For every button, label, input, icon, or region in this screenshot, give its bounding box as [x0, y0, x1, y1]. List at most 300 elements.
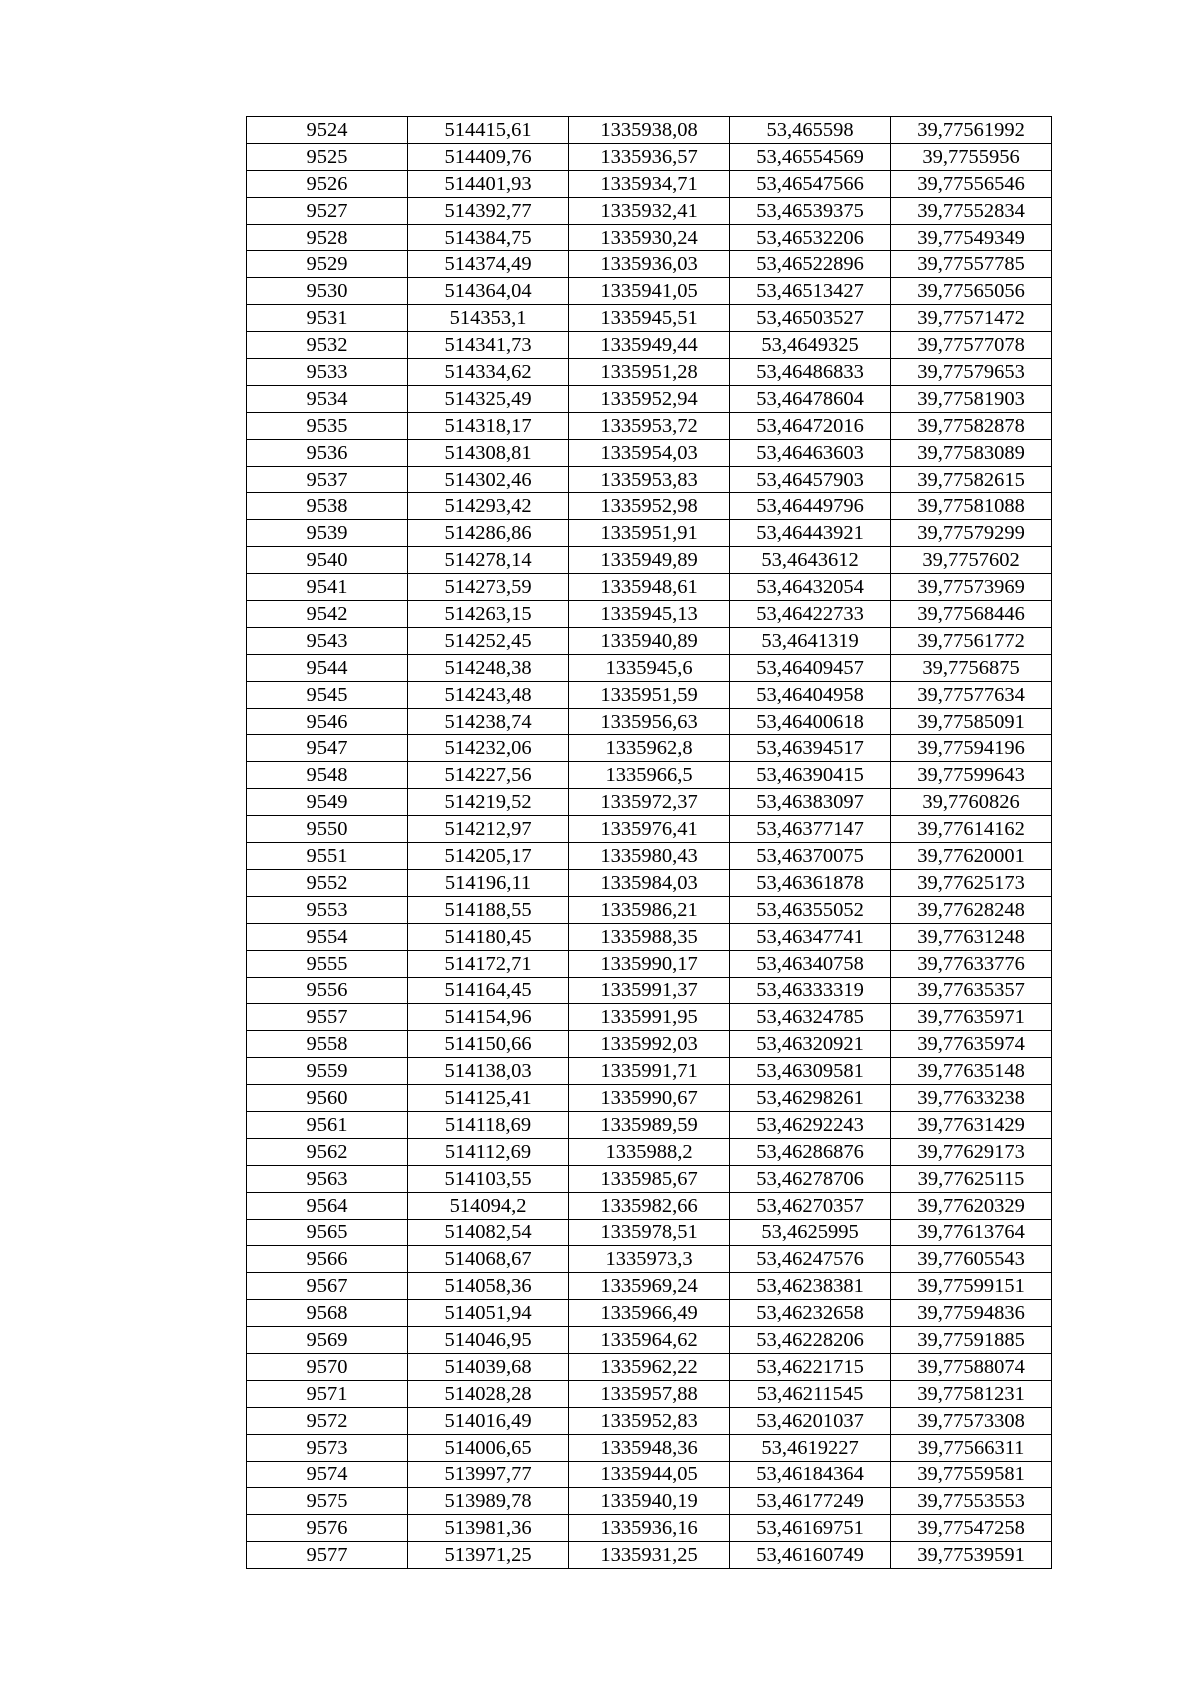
- table-row: [247, 1192, 1052, 1219]
- latitude-cell: 53,46463603: [730, 439, 891, 466]
- coordinates-table-body: [247, 117, 1052, 1569]
- latitude-cell: 53,46340758: [730, 950, 891, 977]
- longitude-cell: 39,77568446: [891, 601, 1052, 628]
- x-coordinate-cell: 514154,96: [408, 1004, 569, 1031]
- x-coordinate-cell: 514384,75: [408, 224, 569, 251]
- x-coordinate-cell: 514094,2: [408, 1192, 569, 1219]
- latitude-cell: 53,4649325: [730, 332, 891, 359]
- table-row: [247, 762, 1052, 789]
- point-number-cell: 9536: [247, 439, 408, 466]
- point-number-cell: 9566: [247, 1246, 408, 1273]
- y-coordinate-cell: 1335973,3: [569, 1246, 730, 1273]
- latitude-cell: 53,46247576: [730, 1246, 891, 1273]
- table-row: [247, 654, 1052, 681]
- y-coordinate-cell: 1335930,24: [569, 224, 730, 251]
- y-coordinate-cell: 1335976,41: [569, 816, 730, 843]
- table-row: [247, 1353, 1052, 1380]
- longitude-cell: 39,77594196: [891, 735, 1052, 762]
- x-coordinate-cell: 514409,76: [408, 143, 569, 170]
- table-row: [247, 1434, 1052, 1461]
- y-coordinate-cell: 1335956,63: [569, 708, 730, 735]
- latitude-cell: 53,46370075: [730, 843, 891, 870]
- x-coordinate-cell: 514263,15: [408, 601, 569, 628]
- latitude-cell: 53,46160749: [730, 1542, 891, 1569]
- longitude-cell: 39,77579299: [891, 520, 1052, 547]
- longitude-cell: 39,7760826: [891, 789, 1052, 816]
- x-coordinate-cell: 514039,68: [408, 1353, 569, 1380]
- longitude-cell: 39,77631429: [891, 1111, 1052, 1138]
- table-row: [247, 466, 1052, 493]
- table-row: [247, 1488, 1052, 1515]
- y-coordinate-cell: 1335980,43: [569, 843, 730, 870]
- longitude-cell: 39,77635357: [891, 977, 1052, 1004]
- y-coordinate-cell: 1335966,49: [569, 1300, 730, 1327]
- x-coordinate-cell: 514401,93: [408, 170, 569, 197]
- table-row: [247, 278, 1052, 305]
- point-number-cell: 9558: [247, 1031, 408, 1058]
- longitude-cell: 39,77631248: [891, 923, 1052, 950]
- y-coordinate-cell: 1335978,51: [569, 1219, 730, 1246]
- point-number-cell: 9540: [247, 547, 408, 574]
- y-coordinate-cell: 1335972,37: [569, 789, 730, 816]
- x-coordinate-cell: 514248,38: [408, 654, 569, 681]
- latitude-cell: 53,46472016: [730, 412, 891, 439]
- longitude-cell: 39,77577078: [891, 332, 1052, 359]
- longitude-cell: 39,77599151: [891, 1273, 1052, 1300]
- table-row: [247, 1004, 1052, 1031]
- x-coordinate-cell: 514278,14: [408, 547, 569, 574]
- table-row: [247, 197, 1052, 224]
- point-number-cell: 9560: [247, 1085, 408, 1112]
- latitude-cell: 53,46333319: [730, 977, 891, 1004]
- latitude-cell: 53,46547566: [730, 170, 891, 197]
- x-coordinate-cell: 514286,86: [408, 520, 569, 547]
- table-row: [247, 1515, 1052, 1542]
- latitude-cell: 53,46539375: [730, 197, 891, 224]
- x-coordinate-cell: 514112,69: [408, 1138, 569, 1165]
- point-number-cell: 9524: [247, 117, 408, 144]
- x-coordinate-cell: 514415,61: [408, 117, 569, 144]
- latitude-cell: 53,46443921: [730, 520, 891, 547]
- y-coordinate-cell: 1335962,8: [569, 735, 730, 762]
- latitude-cell: 53,46400618: [730, 708, 891, 735]
- point-number-cell: 9538: [247, 493, 408, 520]
- point-number-cell: 9528: [247, 224, 408, 251]
- latitude-cell: 53,46532206: [730, 224, 891, 251]
- point-number-cell: 9573: [247, 1434, 408, 1461]
- longitude-cell: 39,7755956: [891, 143, 1052, 170]
- point-number-cell: 9576: [247, 1515, 408, 1542]
- point-number-cell: 9561: [247, 1111, 408, 1138]
- latitude-cell: 53,46478604: [730, 385, 891, 412]
- longitude-cell: 39,7757602: [891, 547, 1052, 574]
- y-coordinate-cell: 1335949,44: [569, 332, 730, 359]
- y-coordinate-cell: 1335951,28: [569, 359, 730, 386]
- point-number-cell: 9551: [247, 843, 408, 870]
- x-coordinate-cell: 514172,71: [408, 950, 569, 977]
- point-number-cell: 9527: [247, 197, 408, 224]
- point-number-cell: 9572: [247, 1407, 408, 1434]
- latitude-cell: 53,46449796: [730, 493, 891, 520]
- longitude-cell: 39,77556546: [891, 170, 1052, 197]
- table-row: [247, 1058, 1052, 1085]
- table-row: [247, 1031, 1052, 1058]
- y-coordinate-cell: 1335940,19: [569, 1488, 730, 1515]
- point-number-cell: 9542: [247, 601, 408, 628]
- table-row: [247, 493, 1052, 520]
- y-coordinate-cell: 1335962,22: [569, 1353, 730, 1380]
- x-coordinate-cell: 514353,1: [408, 305, 569, 332]
- x-coordinate-cell: 514028,28: [408, 1380, 569, 1407]
- latitude-cell: 53,46201037: [730, 1407, 891, 1434]
- table-row: [247, 439, 1052, 466]
- latitude-cell: 53,46486833: [730, 359, 891, 386]
- latitude-cell: 53,46457903: [730, 466, 891, 493]
- longitude-cell: 39,77588074: [891, 1353, 1052, 1380]
- point-number-cell: 9565: [247, 1219, 408, 1246]
- table-row: [247, 224, 1052, 251]
- point-number-cell: 9557: [247, 1004, 408, 1031]
- longitude-cell: 39,77552834: [891, 197, 1052, 224]
- table-row: [247, 708, 1052, 735]
- y-coordinate-cell: 1335966,5: [569, 762, 730, 789]
- table-row: [247, 843, 1052, 870]
- x-coordinate-cell: 514374,49: [408, 251, 569, 278]
- x-coordinate-cell: 514016,49: [408, 1407, 569, 1434]
- longitude-cell: 39,77559581: [891, 1461, 1052, 1488]
- table-row: [247, 896, 1052, 923]
- table-row: [247, 305, 1052, 332]
- longitude-cell: 39,77625173: [891, 869, 1052, 896]
- point-number-cell: 9534: [247, 385, 408, 412]
- point-number-cell: 9548: [247, 762, 408, 789]
- longitude-cell: 39,77629173: [891, 1138, 1052, 1165]
- y-coordinate-cell: 1335988,2: [569, 1138, 730, 1165]
- table-row: [247, 601, 1052, 628]
- y-coordinate-cell: 1335953,83: [569, 466, 730, 493]
- x-coordinate-cell: 514238,74: [408, 708, 569, 735]
- x-coordinate-cell: 514302,46: [408, 466, 569, 493]
- y-coordinate-cell: 1335952,83: [569, 1407, 730, 1434]
- x-coordinate-cell: 514180,45: [408, 923, 569, 950]
- x-coordinate-cell: 514150,66: [408, 1031, 569, 1058]
- longitude-cell: 39,77582878: [891, 412, 1052, 439]
- longitude-cell: 39,77635971: [891, 1004, 1052, 1031]
- longitude-cell: 39,77614162: [891, 816, 1052, 843]
- point-number-cell: 9544: [247, 654, 408, 681]
- longitude-cell: 39,77594836: [891, 1300, 1052, 1327]
- x-coordinate-cell: 514196,11: [408, 869, 569, 896]
- latitude-cell: 53,46554569: [730, 143, 891, 170]
- x-coordinate-cell: 514341,73: [408, 332, 569, 359]
- y-coordinate-cell: 1335991,37: [569, 977, 730, 1004]
- y-coordinate-cell: 1335936,57: [569, 143, 730, 170]
- y-coordinate-cell: 1335991,71: [569, 1058, 730, 1085]
- x-coordinate-cell: 513981,36: [408, 1515, 569, 1542]
- point-number-cell: 9526: [247, 170, 408, 197]
- longitude-cell: 39,77571472: [891, 305, 1052, 332]
- x-coordinate-cell: 514068,67: [408, 1246, 569, 1273]
- x-coordinate-cell: 514334,62: [408, 359, 569, 386]
- longitude-cell: 39,77549349: [891, 224, 1052, 251]
- point-number-cell: 9543: [247, 627, 408, 654]
- point-number-cell: 9553: [247, 896, 408, 923]
- latitude-cell: 53,46432054: [730, 574, 891, 601]
- latitude-cell: 53,46503527: [730, 305, 891, 332]
- table-row: [247, 923, 1052, 950]
- table-row: [247, 816, 1052, 843]
- x-coordinate-cell: 514212,97: [408, 816, 569, 843]
- point-number-cell: 9539: [247, 520, 408, 547]
- y-coordinate-cell: 1335984,03: [569, 869, 730, 896]
- x-coordinate-cell: 514006,65: [408, 1434, 569, 1461]
- table-row: [247, 1085, 1052, 1112]
- latitude-cell: 53,46513427: [730, 278, 891, 305]
- table-row: [247, 1165, 1052, 1192]
- point-number-cell: 9570: [247, 1353, 408, 1380]
- y-coordinate-cell: 1335986,21: [569, 896, 730, 923]
- y-coordinate-cell: 1335936,03: [569, 251, 730, 278]
- longitude-cell: 39,77633776: [891, 950, 1052, 977]
- y-coordinate-cell: 1335989,59: [569, 1111, 730, 1138]
- longitude-cell: 39,77599643: [891, 762, 1052, 789]
- x-coordinate-cell: 514188,55: [408, 896, 569, 923]
- latitude-cell: 53,46270357: [730, 1192, 891, 1219]
- point-number-cell: 9537: [247, 466, 408, 493]
- latitude-cell: 53,46361878: [730, 869, 891, 896]
- latitude-cell: 53,46309581: [730, 1058, 891, 1085]
- y-coordinate-cell: 1335944,05: [569, 1461, 730, 1488]
- latitude-cell: 53,46377147: [730, 816, 891, 843]
- latitude-cell: 53,46324785: [730, 1004, 891, 1031]
- longitude-cell: 39,77547258: [891, 1515, 1052, 1542]
- point-number-cell: 9568: [247, 1300, 408, 1327]
- y-coordinate-cell: 1335988,35: [569, 923, 730, 950]
- x-coordinate-cell: 514219,52: [408, 789, 569, 816]
- latitude-cell: 53,46298261: [730, 1085, 891, 1112]
- table-row: [247, 977, 1052, 1004]
- table-row: [247, 547, 1052, 574]
- y-coordinate-cell: 1335932,41: [569, 197, 730, 224]
- longitude-cell: 39,77582615: [891, 466, 1052, 493]
- x-coordinate-cell: 514318,17: [408, 412, 569, 439]
- table-row: [247, 1461, 1052, 1488]
- latitude-cell: 53,46347741: [730, 923, 891, 950]
- x-coordinate-cell: 514392,77: [408, 197, 569, 224]
- x-coordinate-cell: 514125,41: [408, 1085, 569, 1112]
- latitude-cell: 53,4643612: [730, 547, 891, 574]
- longitude-cell: 39,77581231: [891, 1380, 1052, 1407]
- table-row: [247, 359, 1052, 386]
- longitude-cell: 39,77566311: [891, 1434, 1052, 1461]
- y-coordinate-cell: 1335945,51: [569, 305, 730, 332]
- longitude-cell: 39,77581903: [891, 385, 1052, 412]
- y-coordinate-cell: 1335964,62: [569, 1327, 730, 1354]
- x-coordinate-cell: 513997,77: [408, 1461, 569, 1488]
- table-row: [247, 170, 1052, 197]
- latitude-cell: 53,46184364: [730, 1461, 891, 1488]
- table-row: [247, 1542, 1052, 1569]
- table-row: [247, 385, 1052, 412]
- y-coordinate-cell: 1335957,88: [569, 1380, 730, 1407]
- point-number-cell: 9531: [247, 305, 408, 332]
- y-coordinate-cell: 1335949,89: [569, 547, 730, 574]
- y-coordinate-cell: 1335951,59: [569, 681, 730, 708]
- longitude-cell: 39,77539591: [891, 1542, 1052, 1569]
- point-number-cell: 9564: [247, 1192, 408, 1219]
- point-number-cell: 9532: [247, 332, 408, 359]
- table-row: [247, 681, 1052, 708]
- x-coordinate-cell: 514138,03: [408, 1058, 569, 1085]
- x-coordinate-cell: 514058,36: [408, 1273, 569, 1300]
- latitude-cell: 53,4625995: [730, 1219, 891, 1246]
- y-coordinate-cell: 1335948,61: [569, 574, 730, 601]
- y-coordinate-cell: 1335945,13: [569, 601, 730, 628]
- table-row: [247, 869, 1052, 896]
- point-number-cell: 9562: [247, 1138, 408, 1165]
- point-number-cell: 9563: [247, 1165, 408, 1192]
- latitude-cell: 53,46169751: [730, 1515, 891, 1542]
- point-number-cell: 9571: [247, 1380, 408, 1407]
- point-number-cell: 9541: [247, 574, 408, 601]
- x-coordinate-cell: 514205,17: [408, 843, 569, 870]
- table-row: [247, 627, 1052, 654]
- latitude-cell: 53,46355052: [730, 896, 891, 923]
- point-number-cell: 9569: [247, 1327, 408, 1354]
- longitude-cell: 39,77579653: [891, 359, 1052, 386]
- latitude-cell: 53,465598: [730, 117, 891, 144]
- longitude-cell: 39,77628248: [891, 896, 1052, 923]
- latitude-cell: 53,46177249: [730, 1488, 891, 1515]
- point-number-cell: 9555: [247, 950, 408, 977]
- coordinates-table: [246, 116, 1052, 1569]
- point-number-cell: 9529: [247, 251, 408, 278]
- longitude-cell: 39,77581088: [891, 493, 1052, 520]
- longitude-cell: 39,77633238: [891, 1085, 1052, 1112]
- latitude-cell: 53,46286876: [730, 1138, 891, 1165]
- point-number-cell: 9574: [247, 1461, 408, 1488]
- y-coordinate-cell: 1335990,67: [569, 1085, 730, 1112]
- y-coordinate-cell: 1335936,16: [569, 1515, 730, 1542]
- latitude-cell: 53,46422733: [730, 601, 891, 628]
- table-row: [247, 520, 1052, 547]
- table-row: [247, 789, 1052, 816]
- y-coordinate-cell: 1335991,95: [569, 1004, 730, 1031]
- point-number-cell: 9545: [247, 681, 408, 708]
- y-coordinate-cell: 1335992,03: [569, 1031, 730, 1058]
- x-coordinate-cell: 514051,94: [408, 1300, 569, 1327]
- longitude-cell: 39,77565056: [891, 278, 1052, 305]
- point-number-cell: 9535: [247, 412, 408, 439]
- point-number-cell: 9567: [247, 1273, 408, 1300]
- table-row: [247, 735, 1052, 762]
- table-row: [247, 1407, 1052, 1434]
- point-number-cell: 9547: [247, 735, 408, 762]
- latitude-cell: 53,46238381: [730, 1273, 891, 1300]
- longitude-cell: 39,7756875: [891, 654, 1052, 681]
- latitude-cell: 53,46409457: [730, 654, 891, 681]
- longitude-cell: 39,77561992: [891, 117, 1052, 144]
- point-number-cell: 9552: [247, 869, 408, 896]
- point-number-cell: 9549: [247, 789, 408, 816]
- point-number-cell: 9533: [247, 359, 408, 386]
- latitude-cell: 53,46228206: [730, 1327, 891, 1354]
- latitude-cell: 53,46221715: [730, 1353, 891, 1380]
- longitude-cell: 39,77605543: [891, 1246, 1052, 1273]
- longitude-cell: 39,77577634: [891, 681, 1052, 708]
- x-coordinate-cell: 514046,95: [408, 1327, 569, 1354]
- x-coordinate-cell: 514243,48: [408, 681, 569, 708]
- y-coordinate-cell: 1335982,66: [569, 1192, 730, 1219]
- table-row: [247, 1219, 1052, 1246]
- table-row: [247, 1246, 1052, 1273]
- point-number-cell: 9554: [247, 923, 408, 950]
- x-coordinate-cell: 514118,69: [408, 1111, 569, 1138]
- x-coordinate-cell: 514227,56: [408, 762, 569, 789]
- latitude-cell: 53,46211545: [730, 1380, 891, 1407]
- y-coordinate-cell: 1335990,17: [569, 950, 730, 977]
- point-number-cell: 9559: [247, 1058, 408, 1085]
- latitude-cell: 53,4641319: [730, 627, 891, 654]
- longitude-cell: 39,77625115: [891, 1165, 1052, 1192]
- table-row: [247, 1111, 1052, 1138]
- point-number-cell: 9556: [247, 977, 408, 1004]
- y-coordinate-cell: 1335938,08: [569, 117, 730, 144]
- table-row: [247, 950, 1052, 977]
- y-coordinate-cell: 1335940,89: [569, 627, 730, 654]
- y-coordinate-cell: 1335941,05: [569, 278, 730, 305]
- x-coordinate-cell: 514273,59: [408, 574, 569, 601]
- latitude-cell: 53,46232658: [730, 1300, 891, 1327]
- y-coordinate-cell: 1335948,36: [569, 1434, 730, 1461]
- latitude-cell: 53,46404958: [730, 681, 891, 708]
- x-coordinate-cell: 514164,45: [408, 977, 569, 1004]
- y-coordinate-cell: 1335952,94: [569, 385, 730, 412]
- table-row: [247, 1273, 1052, 1300]
- latitude-cell: 53,46390415: [730, 762, 891, 789]
- latitude-cell: 53,46383097: [730, 789, 891, 816]
- longitude-cell: 39,77591885: [891, 1327, 1052, 1354]
- y-coordinate-cell: 1335952,98: [569, 493, 730, 520]
- longitude-cell: 39,77561772: [891, 627, 1052, 654]
- point-number-cell: 9525: [247, 143, 408, 170]
- x-coordinate-cell: 513971,25: [408, 1542, 569, 1569]
- y-coordinate-cell: 1335945,6: [569, 654, 730, 681]
- latitude-cell: 53,46292243: [730, 1111, 891, 1138]
- point-number-cell: 9575: [247, 1488, 408, 1515]
- longitude-cell: 39,77553553: [891, 1488, 1052, 1515]
- x-coordinate-cell: 513989,78: [408, 1488, 569, 1515]
- x-coordinate-cell: 514232,06: [408, 735, 569, 762]
- longitude-cell: 39,77635974: [891, 1031, 1052, 1058]
- latitude-cell: 53,46320921: [730, 1031, 891, 1058]
- x-coordinate-cell: 514293,42: [408, 493, 569, 520]
- latitude-cell: 53,4619227: [730, 1434, 891, 1461]
- table-row: [247, 574, 1052, 601]
- table-row: [247, 1380, 1052, 1407]
- x-coordinate-cell: 514364,04: [408, 278, 569, 305]
- y-coordinate-cell: 1335951,91: [569, 520, 730, 547]
- table-row: [247, 1138, 1052, 1165]
- latitude-cell: 53,46522896: [730, 251, 891, 278]
- longitude-cell: 39,77573308: [891, 1407, 1052, 1434]
- longitude-cell: 39,77613764: [891, 1219, 1052, 1246]
- y-coordinate-cell: 1335985,67: [569, 1165, 730, 1192]
- point-number-cell: 9530: [247, 278, 408, 305]
- table-row: [247, 117, 1052, 144]
- x-coordinate-cell: 514252,45: [408, 627, 569, 654]
- y-coordinate-cell: 1335934,71: [569, 170, 730, 197]
